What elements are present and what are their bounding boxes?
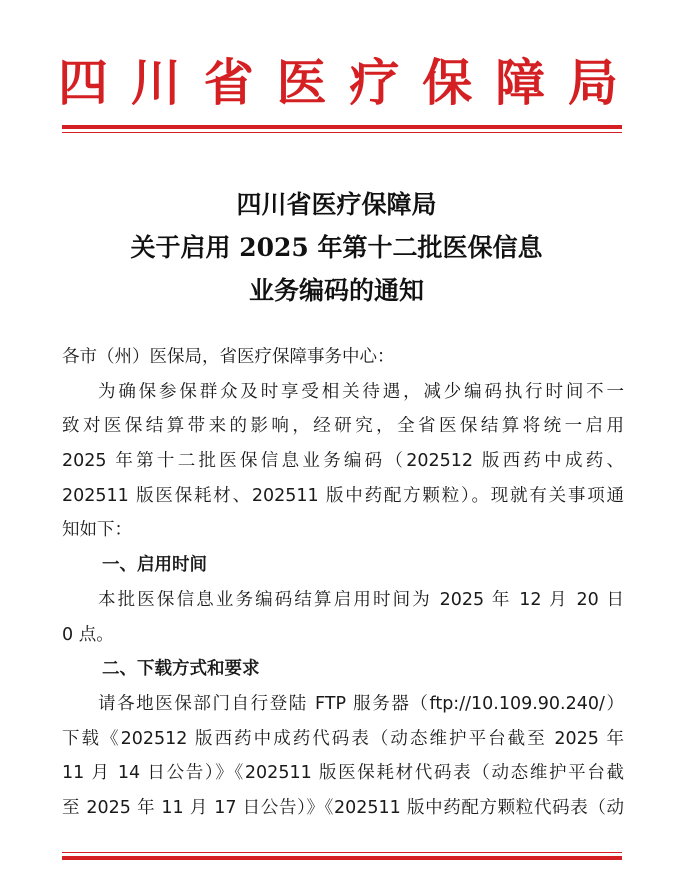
title-line-2: 关于启用 2025 年第十二批医保信息 (130, 233, 543, 262)
letterhead-char: 四 (58, 54, 108, 112)
section1-line: 本批医保信息业务编码结算启用时间为 2025 年 12 月 20 日 (98, 589, 624, 610)
divider-thick-line (62, 856, 622, 860)
letterhead-char: 局 (567, 54, 618, 112)
salutation: 各市（州）医保局，省医疗保障事务中心： (62, 347, 395, 367)
intro-line: 2025 年第十二批医保信息业务编码（202512 版西药中成药、 (62, 451, 624, 472)
intro-line: 为确保参保群众及时享受相关待遇，减少编码执行时间不一 (98, 381, 624, 402)
section-heading-download: 二、下载方式和要求 (102, 659, 260, 680)
divider-thin-line (62, 132, 622, 133)
letterhead-char: 省 (203, 54, 254, 112)
divider-thin-line (62, 852, 622, 853)
section1-line: 0 点。 (62, 624, 114, 645)
letterhead-char: 保 (422, 54, 473, 112)
letterhead-char: 障 (495, 54, 546, 112)
section-heading-start-time: 一、启用时间 (102, 555, 207, 576)
intro-line: 知如下： (62, 520, 132, 541)
intro-line: 202511 版医保耗材、202511 版中药配方颗粒）。现就有关事项通 (62, 485, 624, 506)
document-body (62, 340, 624, 826)
divider-thick-line (62, 125, 622, 129)
intro-line: 致对医保结算带来的影响，经研究，全省医保结算将统一启用 (62, 416, 624, 437)
section2-line: 至 2025 年 11 月 17 日公告）》《202511 版中药配方颗粒代码表（动 (62, 797, 624, 818)
letterhead-divider (62, 125, 622, 133)
letterhead-char: 川 (130, 54, 181, 112)
letterhead-char: 疗 (349, 54, 400, 112)
document-title (0, 183, 673, 312)
letterhead-title (58, 55, 618, 111)
section2-line: 请各地医保部门自行登陆 FTP 服务器（ftp://10.109.90.240/） (98, 693, 624, 714)
section2-line: 下载《202512 版西药中成药代码表（动态维护平台截至 2025 年 (62, 728, 624, 749)
title-line-1: 四川省医疗保障局 (236, 190, 437, 219)
letterhead-char: 医 (276, 54, 327, 112)
title-line-3: 业务编码的通知 (248, 276, 424, 305)
footer-divider (62, 852, 622, 860)
section2-line: 11 月 14 日公告）》《202511 版医保耗材代码表（动态维护平台截 (62, 763, 624, 784)
